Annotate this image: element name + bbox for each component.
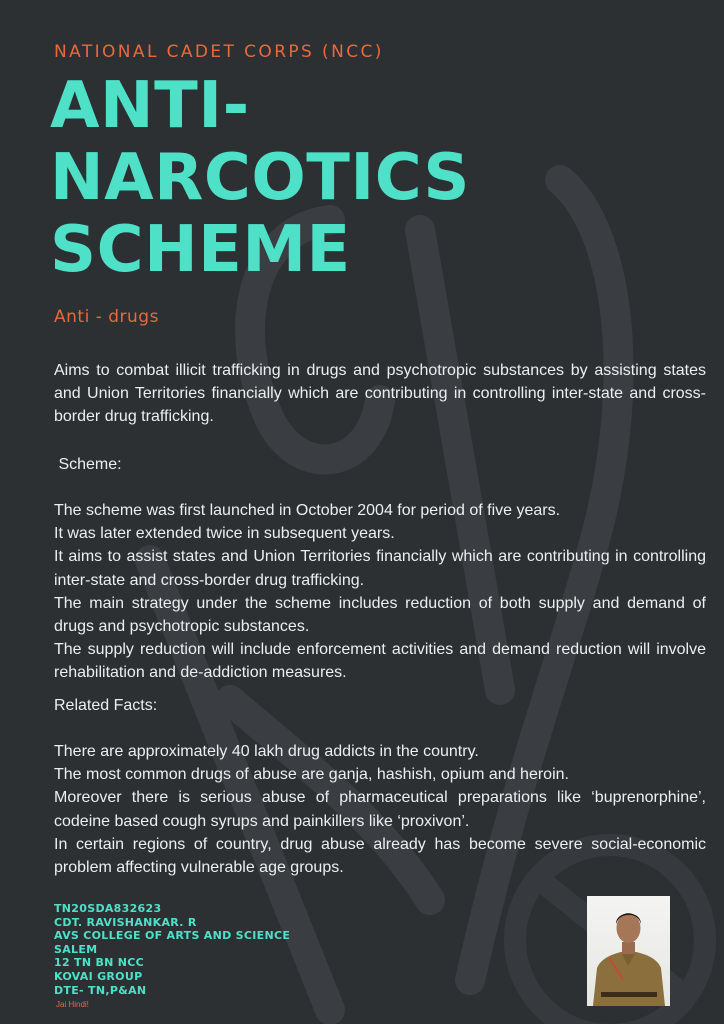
list-item: The most common drugs of abuse are ganja, hashish, opium and heroin. <box>54 766 569 784</box>
title-line: ANTI- <box>50 69 250 143</box>
list-item: The supply reduction will include enforcement activities and demand reduction will involve rehabilitation and de-addiction measures. <box>54 641 706 682</box>
page-subtitle: Anti - drugs <box>54 307 159 327</box>
list-item: Moreover there is serious abuse of pharmaceutical preparations like ‘buprenorphine’, codeine based cough syrups and painkillers like ‘proxivon’. <box>54 789 706 830</box>
list-item: In certain regions of country, drug abuse already has become severe social-economic problem affecting vulnerable age groups. <box>54 835 706 877</box>
battalion: 12 TN BN NCC <box>54 956 145 970</box>
college-name: AVS COLLEGE OF ARTS AND SCIENCE <box>54 929 291 943</box>
facts-heading: Related Facts: <box>54 697 158 714</box>
cadet-name: CDT. RAVISHANKAR. R <box>54 915 197 929</box>
scheme-list <box>54 499 706 685</box>
cadet-portrait-icon <box>587 896 670 1006</box>
list-item: It was later extended twice in subsequent years. <box>54 525 395 543</box>
cadet-details <box>54 902 290 997</box>
intro-paragraph: Aims to combat illicit trafficking in drugs and psychotropic substances by assisting states and Union Territories financially which are contributing in controlling inter-state and cross-border drug trafficking. <box>54 362 706 426</box>
list-item: There are approximately 40 lakh drug addicts in the country. <box>54 743 479 760</box>
list-item: It aims to assist states and Union Territories financially which are contributing in controlling inter-state and cross-border drug trafficking. <box>54 548 706 589</box>
directorate: DTE- TN,P&AN <box>54 983 147 997</box>
facts-list <box>54 740 706 879</box>
cadet-id: TN20SDA832623 <box>54 902 162 915</box>
title-line: SCHEME <box>50 213 351 287</box>
organization-kicker: NATIONAL CADET CORPS (NCC) <box>54 42 384 62</box>
page-title <box>50 70 470 286</box>
sign-off: Jai Hindi! <box>56 1000 89 1009</box>
title-line: NARCOTICS <box>50 141 470 215</box>
cadet-photo <box>587 896 670 1006</box>
city: SALEM <box>54 942 98 956</box>
scheme-heading: Scheme: <box>54 456 122 473</box>
list-item: The scheme was first launched in October 2004 for period of five years. <box>54 502 561 519</box>
list-item: The main strategy under the scheme includes reduction of both supply and demand of drugs and psychotropic substances. <box>54 594 706 636</box>
group: KOVAI GROUP <box>54 969 143 983</box>
